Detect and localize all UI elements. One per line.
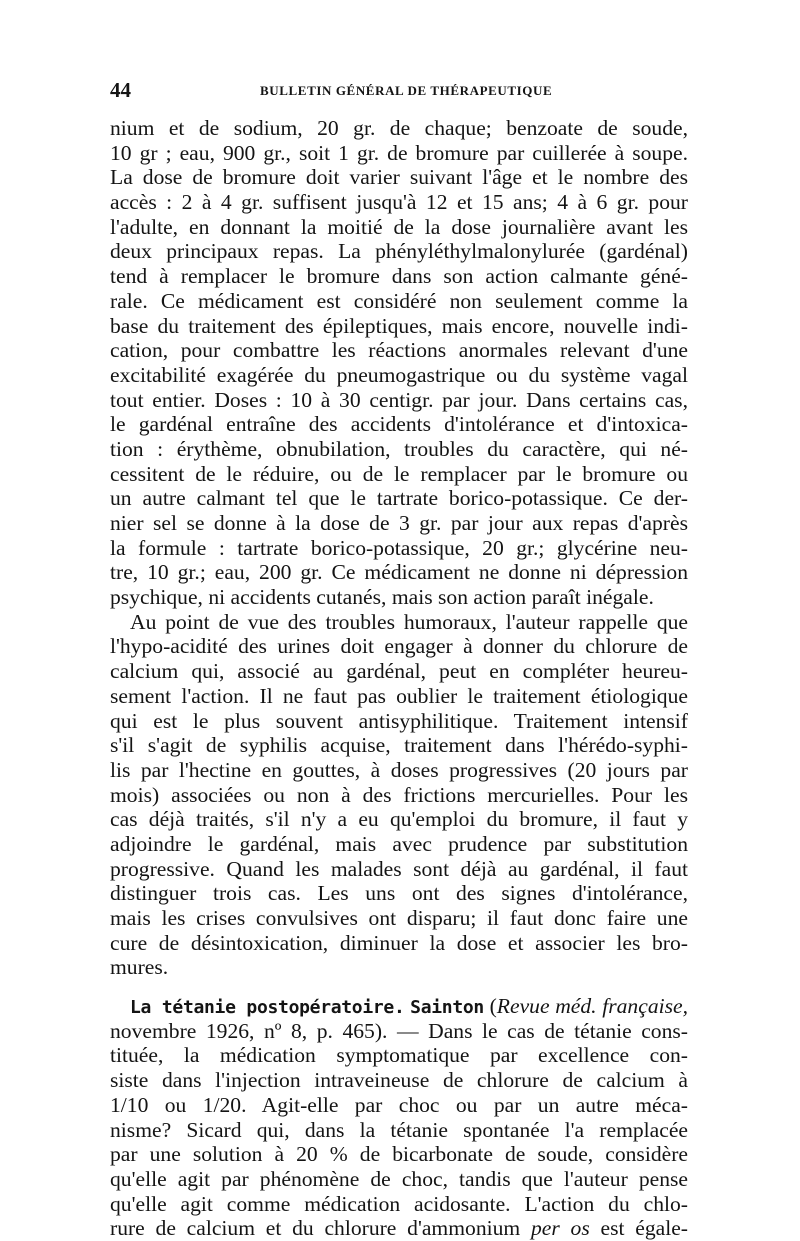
text-line: cessitent de le réduire, ou de le remplacer par le bromure ou	[110, 461, 688, 486]
section-title: La tétanie postopératoire.	[130, 997, 405, 1019]
text-line: qu'elle agit par phénomène de choc, tandis que l'auteur pense	[110, 1166, 688, 1191]
text-line: siste dans l'injection intraveineuse de chlorure de calcium à	[110, 1068, 688, 1093]
text-line: mures.	[110, 955, 169, 980]
paragraph-1	[110, 116, 688, 610]
body-text	[110, 116, 688, 1241]
text-line: un autre calmant tel que le tartrate borico-potassique. Ce der-	[110, 486, 688, 511]
text-line: cas déjà traités, s'il n'y a eu qu'emploi du bromure, il faut y	[110, 807, 688, 832]
section-author: Sainton	[410, 997, 484, 1019]
section-heading-line: La tétanie postopératoire. Sainton (Revue méd. française,	[130, 994, 688, 1019]
text-line: tituée, la médication symptomatique par excellence con-	[110, 1043, 688, 1068]
text-line: psychique, ni accidents cutanés, mais son action paraît inégale.	[110, 585, 654, 610]
journal-citation: Revue méd. française,	[496, 994, 688, 1019]
text-line: le gardénal entraîne des accidents d'intolérance et d'intoxica-	[110, 412, 688, 437]
text-line: La dose de bromure doit varier suivant l'âge et le nombre des	[110, 165, 688, 190]
text-line: rale. Ce médicament est considéré non seulement comme la	[110, 288, 688, 313]
text-line: cure de désintoxication, diminuer la dose et associer les bro-	[110, 930, 688, 955]
text-line: base du traitement des épileptiques, mais encore, nouvelle indi-	[110, 313, 688, 338]
text-line: Au point de vue des troubles humoraux, l'auteur rappelle que	[130, 609, 688, 634]
last-line-italic: per os	[530, 1216, 590, 1241]
text-line: distinguer trois cas. Les uns ont des signes d'intolérance,	[110, 881, 688, 906]
text-line: lis par l'hectine en gouttes, à doses progressives (20 jours par	[110, 757, 688, 782]
text-line: l'adulte, en donnant la moitié de la dose journalière avant les	[110, 214, 688, 239]
text-line	[110, 1216, 688, 1241]
text-line: nium et de sodium, 20 gr. de chaque; benzoate de soude,	[110, 116, 688, 140]
text-line: par une solution à 20 % de bicarbonate de soude, considère	[110, 1142, 688, 1167]
page-number: 44	[110, 78, 131, 102]
text-line: sement l'action. Il ne faut pas oublier le traitement étiologique	[110, 683, 688, 708]
text-line: novembre 1926, nº 8, p. 465). — Dans le cas de tétanie cons-	[110, 1018, 688, 1043]
text-line: 10 gr ; eau, 900 gr., soit 1 gr. de bromure par cuillerée à soupe.	[110, 140, 688, 165]
paragraph-2	[110, 610, 688, 980]
text-line: adjoindre le gardénal, mais avec prudence par substitution	[110, 831, 688, 856]
text-line: tion : érythème, obnubilation, troubles du caractère, qui né-	[110, 436, 688, 461]
text-line: nier sel se donne à la dose de 3 gr. par jour aux repas d'après	[110, 511, 688, 535]
last-line-end: est égale-	[600, 1216, 688, 1241]
text-line: deux principaux repas. La phényléthylmalonylurée (gardénal)	[110, 239, 688, 264]
text-line: accès : 2 à 4 gr. suffisent jusqu'à 12 et 15 ans; 4 à 6 gr. pour	[110, 190, 688, 215]
page-header	[110, 78, 688, 100]
text-line: progressive. Quand les malades sont déjà au gardénal, il faut	[110, 856, 688, 881]
text-line: tre, 10 gr.; eau, 200 gr. Ce médicament ne donne ni dépression	[110, 560, 688, 585]
text-line: nisme? Sicard qui, dans la tétanie spontanée l'a remplacée	[110, 1117, 688, 1142]
text-line: mois) associées ou non à des frictions mercurielles. Pour les	[110, 782, 688, 807]
text-line: cation, pour combattre les réactions anormales relevant d'une	[110, 338, 688, 363]
text-line: excitabilité exagérée du pneumogastrique ou du système vagal	[110, 362, 688, 387]
text-line: calcium qui, associé au gardénal, peut en compléter heureu-	[110, 659, 688, 684]
text-line: 1/10 ou 1/20. Agit-elle par choc ou par un autre méca-	[110, 1092, 688, 1117]
text-line: tend à remplacer le bromure dans son action calmante géné-	[110, 264, 688, 289]
text-line: qu'elle agit comme médication acidosante. L'action du chlo-	[110, 1191, 688, 1216]
section-tetanie	[110, 994, 688, 1241]
text-line: la formule : tartrate borico-potassique, 20 gr.; glycérine neu-	[110, 535, 688, 560]
text-line: mais les crises convulsives ont disparu; il faut donc faire une	[110, 906, 688, 930]
running-title: BULLETIN GÉNÉRAL DE THÉRAPEUTIQUE	[260, 83, 553, 98]
last-line-start: rure de calcium et du chlorure d'ammonium	[110, 1216, 521, 1241]
text-line: qui est le plus souvent antisyphilitique. Traitement intensif	[110, 708, 688, 733]
text-line: tout entier. Doses : 10 à 30 centigr. par jour. Dans certains cas,	[110, 387, 688, 412]
text-line: l'hypo-acidité des urines doit engager à donner du chlorure de	[110, 634, 688, 659]
text-line: s'il s'agit de syphilis acquise, traitement dans l'hérédo-syphi-	[110, 733, 688, 758]
